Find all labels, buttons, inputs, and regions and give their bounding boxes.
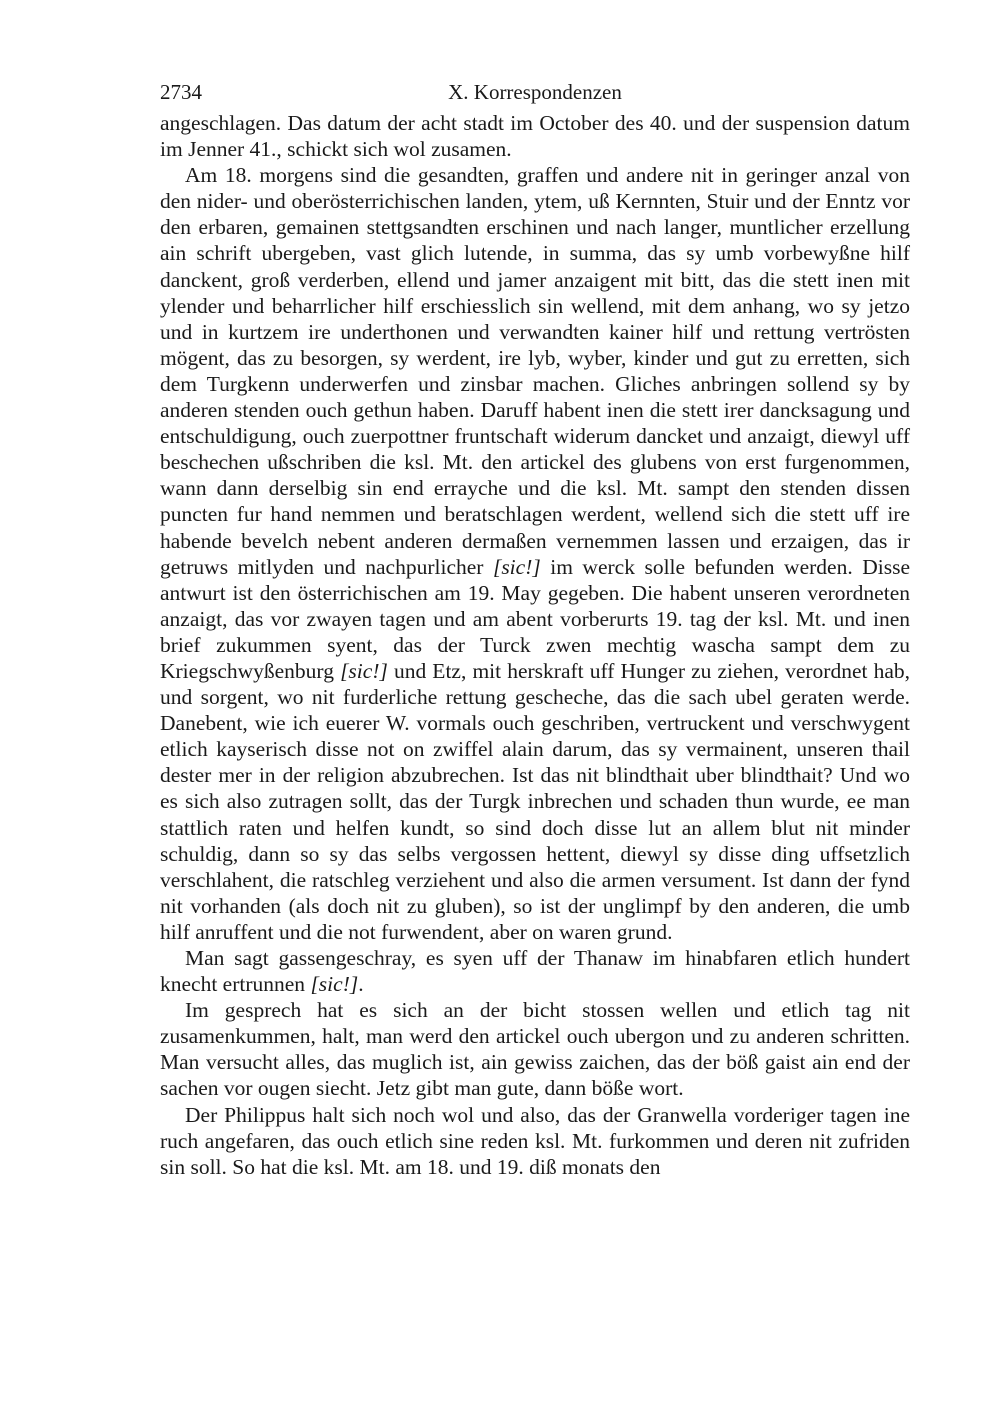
paragraph-1 <box>160 110 910 162</box>
paragraph-2 <box>160 162 910 945</box>
paragraph-3 <box>160 945 910 997</box>
running-head <box>160 78 910 110</box>
text-segment: . <box>358 972 364 997</box>
paragraph-5 <box>160 1102 910 1180</box>
text-segment: im werck solle befunden werden. Disse antwurt ist den österrichischen am 19. May gegeben. Die habent unseren verordneten anzaigt, das vor zwayen tagen und am abent vorberurts 19. tag der ksl. Mt. und inen brief zukummen syent, das der Turck zwen mechtig wascha sampt dem zu Kriegschwyßenburg <box>160 554 910 683</box>
sic-annotation: [sic!] <box>492 554 541 579</box>
page-number: 2734 <box>160 80 202 104</box>
text-segment: Der Philippus halt sich noch wol und also, das der Granwella vorderiger tagen ine ruch angefaren, das ouch etlich sine reden ksl. Mt. furkommen und deren nit zufriden sin soll. So hat die ksl. Mt. am 18. und 19. diß monats den <box>160 1102 910 1179</box>
paragraph-4 <box>160 997 910 1101</box>
text-segment: Am 18. morgens sind die gesandten, graffen und andere nit in geringer anzal von den nider- und oberösterrichischen landen, ytem, uß Kernnten, Stuir und der Enntz vor den erbaren, gemainen stettgsandten erschinen und nach langer, muntlicher erzellung ain schrift ubergeben, vast glich lutende, in summa, das sy umb vorbewyßne hilf danckent, groß verderben, ellend und jamer anzaigent mit bitt, das die stett inen mit ylender und beharrlicher hilf erschiesslich sin wellend, mit dem anhang, wo sy jetzo und in kurtzem ire underthonen und verwandten kainer hilf und rettung vertrösten mögent, das zu besorgen, sy werdent, ire lyb, wyber, kinder und gut zu erretten, sich dem Turgkenn underwerfen und zinsbar machen. Gliches anbringen sollend sy by anderen stenden ouch gethun haben. Daruff habent inen die stett irer dancksagung und entschuldigung, ouch zuerpottner fruntschaft widerum dancket und anzaigt, diewyl uff beschechen ußschriben die ksl. Mt. den artickel des glubens von erst furgenommen, wann dann derselbig sin end errayche und die ksl. Mt. sampt den stenden dissen puncten fur hand nemmen und beratschlagen werdent, wellend sich die stett uff ire habende bevelch nebent anderen dermaßen vernemmen lassen und erzaigen, das ir getruws mitlyden und nachpurlicher <box>160 163 910 579</box>
text-segment: angeschlagen. Das datum der acht stadt im October des 40. und der suspension datum im Jenner 41., schickt sich wol zusamen. <box>160 111 910 162</box>
text-segment: und Etz, mit herskraft uff Hunger zu ziehen, verordnet hab, und sorgent, wo nit furderliche rettung gescheche, das die sach ubel geraten werde. Danebent, wie ich euerer W. vormals ouch geschriben, vertruckent und verschwygent etlich kayserisch disse not on zwiffel alain darum, das sy vermainent, unseren thail dester mer in der religion abzubrechen. Ist das nit blindthait uber blindthait? Und wo es sich also zutragen sollt, das der Turgk inbrechen und schaden thun wurde, ee man stattlich raten und helfen kundt, so sind doch disse lut an allem blut nit minder schuldig, dann so sy das selbs vergossen hettent, diewyl sy disse ding uffsetzlich verschlahent, die ratschleg verziehent und also die armen versument. Ist dann der fynd nit vorhanden (als doch nit zu gluben), so ist der unglimpf by den anderen, die umb hilf anruffent und die not furwendent, aber on waren grund. <box>160 658 910 944</box>
sic-annotation: [sic!] <box>340 658 388 683</box>
running-head-title: X. Korrespondenzen <box>448 80 622 104</box>
body-text <box>160 110 910 1180</box>
document-page <box>160 78 910 1180</box>
sic-annotation: [sic!] <box>310 972 359 997</box>
text-segment: Im gesprech hat es sich an der bicht stossen wellen und etlich tag nit zusamenkummen, halt, man werd den artickel ouch ubergon und zu anderen schritten. Man versucht alles, das muglich ist, ain gewiss zaichen, das der böß gaist ain end der sachen vor ougen siecht. Jetz gibt man gute, dann böße wort. <box>160 998 910 1101</box>
text-segment: Man sagt gassengeschray, es syen uff der Thanaw im hinabfaren etlich hundert knecht ertrunnen <box>160 946 910 997</box>
